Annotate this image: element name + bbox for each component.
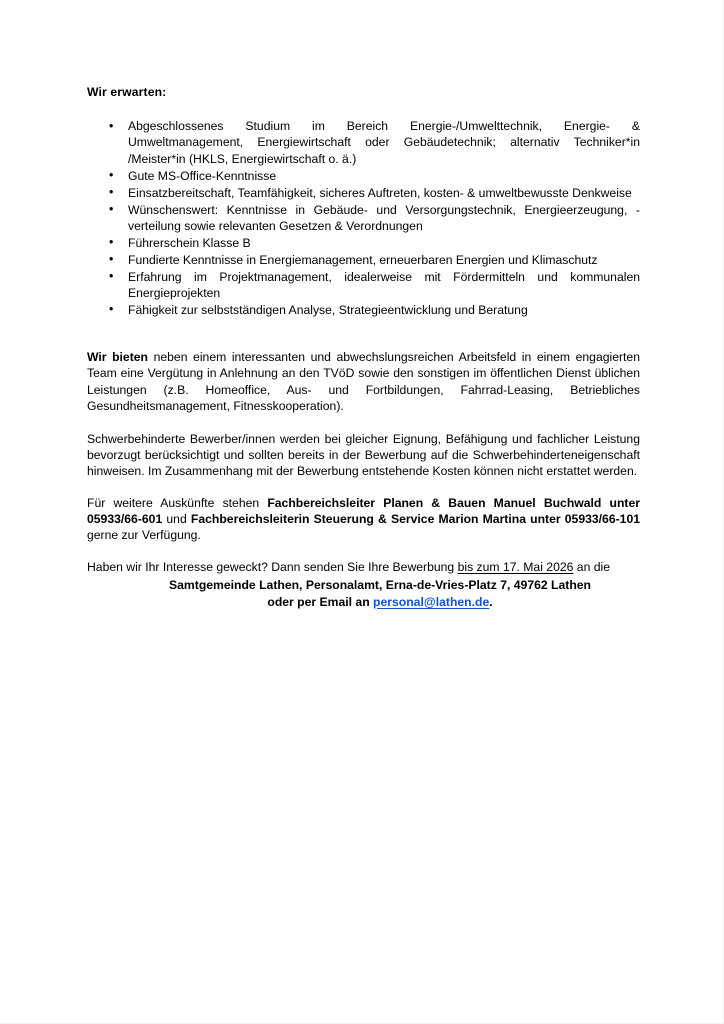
list-item: • Erfahrung im Projektmanagement, idealerweise mit Fördermitteln und kommunalen Energieprojekten (87, 269, 640, 302)
heading-expectations: Wir erwarten: (87, 85, 167, 99)
contact-prefix: Für weitere Auskünfte stehen (87, 496, 268, 511)
email-suffix-text: . (489, 594, 493, 609)
email-link[interactable]: personal@lathen.de (373, 594, 490, 609)
offer-body-text: neben einem interessanten und abwechslungsreichen Arbeitsfeld in einem engagierten Team eine Vergütung in Anlehnung an den TVöD sowie den sonstigen im öffentlichen Dienst üblichen Leistungen (z.B. Homeoffice, Aus- und Fortbildungen, Fahrrad-Leasing, Betriebliches Gesundheitsmanagement, Fitnesskooperation). (87, 350, 640, 413)
email-line (128, 594, 632, 610)
contact-suffix: gerne zur Verfügung. (87, 528, 201, 543)
contact-conjunction: und (162, 512, 191, 527)
application-after-deadline: an die (573, 560, 611, 575)
application-address-block (87, 577, 640, 610)
address-line: Samtgemeinde Lathen, Personalamt, Erna-de-Vries-Platz 7, 49762 Lathen (169, 578, 591, 593)
paragraph-application-intro (87, 559, 640, 575)
application-intro-text: Haben wir Ihr Interesse geweckt? Dann senden Sie Ihre Bewerbung (87, 560, 458, 575)
paragraph-contact (87, 495, 640, 543)
contact-person-one: Fachbereichsleiter Planen & Bauen Manuel Buchwald unter 05933/66-601 (87, 496, 641, 527)
requirements-list (87, 118, 640, 318)
list-item: • Abgeschlossenes Studium im Bereich Energie-/Umwelttechnik, Energie- & Umweltmanagement, Energiewirtschaft oder Gebäudetechnik; alternativ Techniker*in /Meister*in (HKLS, Energiewirtschaft o. ä.) (87, 118, 640, 167)
page-content (87, 84, 640, 610)
paragraph-disability-notice: Schwerbehinderte Bewerber/innen werden bei gleicher Eignung, Befähigung und fachlicher Leistung bevorzugt berücksichtigt und sollten bereits in der Bewerbung auf die Schwerbehinderteneigenschaft hinweisen. Im Zusammenhang mit der Bewerbung entstehende Kosten können nicht erstattet werden. (87, 431, 640, 478)
paragraph-offer (87, 349, 640, 413)
list-item: • Fähigkeit zur selbstständigen Analyse, Strategieentwicklung und Beratung (87, 302, 640, 318)
list-item: • Gute MS-Office-Kenntnisse (87, 168, 640, 184)
offer-lead-bold: Wir bieten (87, 350, 148, 365)
list-item: • Wünschenswert: Kenntnisse in Gebäude- und Versorgungstechnik, Energieerzeugung, -verteilung sowie relevanten Gesetzen & Verordnungen (87, 202, 640, 235)
application-deadline: bis zum 17. Mai 2026 (457, 560, 574, 575)
list-item: • Einsatzbereitschaft, Teamfähigkeit, sicheres Auftreten, kosten- & umweltbewusste Denkweise (87, 185, 640, 201)
list-item: • Führerschein Klasse B (87, 235, 640, 251)
list-item: • Fundierte Kenntnisse in Energiemanagement, erneuerbaren Energien und Klimaschutz (87, 252, 640, 268)
contact-person-two: Fachbereichsleiterin Steuerung & Service Marion Martina unter 05933/66-101 (190, 512, 640, 527)
email-prefix-text: oder per Email an (267, 594, 374, 609)
